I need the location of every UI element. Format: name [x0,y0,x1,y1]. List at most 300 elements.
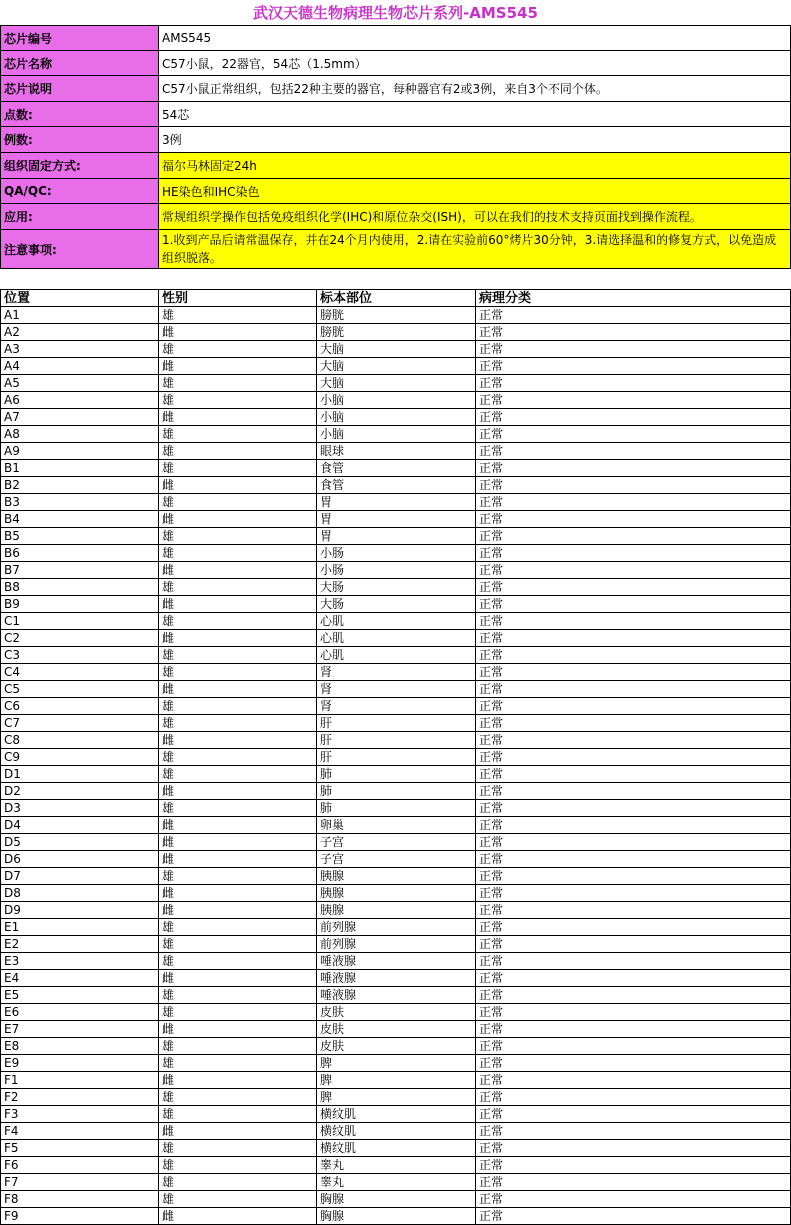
info-label: 组织固定方式: [1,153,159,179]
cell-sex: 雌 [159,783,317,800]
table-row [1,477,791,494]
table-row [1,562,791,579]
cell-specimen-site: 胃 [317,511,476,528]
cell-specimen-site: 胃 [317,494,476,511]
cell-pathology-class: 正常 [476,987,791,1004]
table-row [1,307,791,324]
cell-position: D5 [1,834,159,851]
cell-sex: 雄 [159,307,317,324]
cell-sex: 雄 [159,1174,317,1191]
cell-specimen-site: 胰腺 [317,885,476,902]
table-row [1,443,791,460]
cell-pathology-class: 正常 [476,732,791,749]
header-pathology-class: 病理分类 [476,290,791,307]
cell-pathology-class: 正常 [476,1004,791,1021]
table-row [1,1004,791,1021]
cell-sex: 雌 [159,1021,317,1038]
table-row [1,528,791,545]
cell-specimen-site: 肝 [317,732,476,749]
cell-specimen-site: 睾丸 [317,1174,476,1191]
cell-specimen-site: 肝 [317,715,476,732]
cell-specimen-site: 食管 [317,460,476,477]
cell-pathology-class: 正常 [476,885,791,902]
cell-position: F7 [1,1174,159,1191]
cell-sex: 雌 [159,562,317,579]
cell-pathology-class: 正常 [476,409,791,426]
table-row [1,409,791,426]
table-row [1,1157,791,1174]
cell-pathology-class: 正常 [476,919,791,936]
info-row [1,51,791,76]
cell-sex: 雄 [159,460,317,477]
cell-pathology-class: 正常 [476,936,791,953]
cell-position: F1 [1,1072,159,1089]
cell-position: F9 [1,1208,159,1225]
cell-specimen-site: 大肠 [317,596,476,613]
cell-position: C3 [1,647,159,664]
cell-sex: 雄 [159,1055,317,1072]
cell-specimen-site: 横纹肌 [317,1123,476,1140]
cell-sex: 雌 [159,902,317,919]
table-row [1,987,791,1004]
cell-specimen-site: 胃 [317,528,476,545]
cell-position: B4 [1,511,159,528]
cell-sex: 雌 [159,834,317,851]
info-value: 3例 [159,127,791,153]
cell-pathology-class: 正常 [476,834,791,851]
cell-pathology-class: 正常 [476,1072,791,1089]
cell-pathology-class: 正常 [476,868,791,885]
cell-sex: 雄 [159,1140,317,1157]
cell-position: A7 [1,409,159,426]
cell-pathology-class: 正常 [476,647,791,664]
table-row [1,1055,791,1072]
cell-sex: 雄 [159,664,317,681]
header-specimen-site: 标本部位 [317,290,476,307]
cell-position: B7 [1,562,159,579]
table-row [1,936,791,953]
cell-specimen-site: 食管 [317,477,476,494]
cell-specimen-site: 肺 [317,766,476,783]
cell-sex: 雌 [159,1072,317,1089]
cell-sex: 雌 [159,596,317,613]
cell-position: E3 [1,953,159,970]
cell-position: D2 [1,783,159,800]
info-row [1,153,791,179]
cell-specimen-site: 横纹肌 [317,1140,476,1157]
info-row [1,230,791,269]
table-row [1,630,791,647]
cell-pathology-class: 正常 [476,477,791,494]
cell-position: B2 [1,477,159,494]
cell-position: D1 [1,766,159,783]
cell-sex: 雄 [159,1191,317,1208]
cell-pathology-class: 正常 [476,341,791,358]
cell-sex: 雄 [159,749,317,766]
cell-specimen-site: 大肠 [317,579,476,596]
cell-sex: 雌 [159,358,317,375]
cell-specimen-site: 小肠 [317,545,476,562]
table-row [1,545,791,562]
cell-position: F3 [1,1106,159,1123]
cell-pathology-class: 正常 [476,562,791,579]
cell-specimen-site: 唾液腺 [317,970,476,987]
cell-position: E1 [1,919,159,936]
table-row [1,1021,791,1038]
table-row [1,647,791,664]
cell-sex: 雄 [159,545,317,562]
cell-specimen-site: 胸腺 [317,1191,476,1208]
cell-pathology-class: 正常 [476,613,791,630]
cell-position: C4 [1,664,159,681]
cell-pathology-class: 正常 [476,698,791,715]
table-row [1,460,791,477]
cell-specimen-site: 肺 [317,783,476,800]
table-row [1,1191,791,1208]
table-row [1,324,791,341]
cell-sex: 雄 [159,1089,317,1106]
table-row [1,1106,791,1123]
cell-specimen-site: 大脑 [317,341,476,358]
table-row [1,953,791,970]
cell-position: E4 [1,970,159,987]
cell-position: E8 [1,1038,159,1055]
cell-pathology-class: 正常 [476,494,791,511]
table-row [1,817,791,834]
cell-sex: 雄 [159,919,317,936]
cell-pathology-class: 正常 [476,749,791,766]
table-row [1,664,791,681]
cell-position: E2 [1,936,159,953]
cell-pathology-class: 正常 [476,392,791,409]
cell-specimen-site: 睾丸 [317,1157,476,1174]
info-row [1,204,791,230]
cell-position: F8 [1,1191,159,1208]
cell-sex: 雄 [159,579,317,596]
cell-position: F6 [1,1157,159,1174]
cell-specimen-site: 膀胱 [317,324,476,341]
cell-specimen-site: 脾 [317,1055,476,1072]
cell-position: C8 [1,732,159,749]
table-row [1,902,791,919]
cell-position: B9 [1,596,159,613]
table-row [1,375,791,392]
page-title: 武汉天德生物病理生物芯片系列-AMS545 [253,4,538,22]
cell-pathology-class: 正常 [476,307,791,324]
cell-position: A3 [1,341,159,358]
info-row [1,26,791,51]
cell-position: A9 [1,443,159,460]
chip-info-table [0,25,791,269]
cell-position: E7 [1,1021,159,1038]
info-label: 注意事项: [1,230,159,269]
cell-position: C9 [1,749,159,766]
cell-sex: 雌 [159,409,317,426]
table-row [1,732,791,749]
cell-position: D4 [1,817,159,834]
cell-sex: 雄 [159,1106,317,1123]
cell-pathology-class: 正常 [476,1174,791,1191]
table-row [1,392,791,409]
table-row [1,800,791,817]
info-label: QA/QC: [1,179,159,204]
cell-specimen-site: 小肠 [317,562,476,579]
cell-pathology-class: 正常 [476,545,791,562]
cell-position: E9 [1,1055,159,1072]
table-row [1,698,791,715]
cell-sex: 雄 [159,613,317,630]
cell-position: D6 [1,851,159,868]
cell-specimen-site: 皮肤 [317,1021,476,1038]
table-row [1,783,791,800]
cell-sex: 雄 [159,715,317,732]
cell-sex: 雄 [159,987,317,1004]
cell-position: D3 [1,800,159,817]
table-row [1,1038,791,1055]
cell-pathology-class: 正常 [476,902,791,919]
cell-specimen-site: 肾 [317,698,476,715]
cell-pathology-class: 正常 [476,681,791,698]
table-row [1,358,791,375]
cell-sex: 雄 [159,443,317,460]
cell-sex: 雌 [159,851,317,868]
cell-position: A1 [1,307,159,324]
table-row [1,1072,791,1089]
cell-pathology-class: 正常 [476,715,791,732]
cell-sex: 雌 [159,1123,317,1140]
table-row [1,341,791,358]
table-row [1,1208,791,1225]
cell-specimen-site: 脾 [317,1072,476,1089]
cell-position: F5 [1,1140,159,1157]
cell-pathology-class: 正常 [476,817,791,834]
cell-pathology-class: 正常 [476,358,791,375]
table-row [1,426,791,443]
info-row [1,76,791,102]
table-row [1,1174,791,1191]
cell-specimen-site: 胰腺 [317,868,476,885]
info-label: 芯片名称 [1,51,159,76]
cell-pathology-class: 正常 [476,800,791,817]
cell-position: C7 [1,715,159,732]
info-label: 芯片说明 [1,76,159,102]
cell-position: B1 [1,460,159,477]
cell-pathology-class: 正常 [476,630,791,647]
cell-position: B8 [1,579,159,596]
sample-list-table [0,289,791,1225]
info-value: 常规组织学操作包括免疫组织化学(IHC)和原位杂交(ISH)，可以在我们的技术支持页面找到操作流程。 [159,204,791,230]
cell-position: B5 [1,528,159,545]
table-row [1,715,791,732]
cell-sex: 雌 [159,970,317,987]
cell-specimen-site: 肝 [317,749,476,766]
table-row [1,766,791,783]
cell-specimen-site: 小脑 [317,409,476,426]
cell-specimen-site: 胰腺 [317,902,476,919]
table-row [1,511,791,528]
info-value: HE染色和IHC染色 [159,179,791,204]
cell-sex: 雌 [159,511,317,528]
info-label: 芯片编号 [1,26,159,51]
table-row [1,494,791,511]
cell-sex: 雌 [159,630,317,647]
info-row [1,102,791,127]
cell-position: A6 [1,392,159,409]
cell-sex: 雌 [159,817,317,834]
cell-position: D7 [1,868,159,885]
table-row [1,885,791,902]
cell-sex: 雄 [159,426,317,443]
cell-pathology-class: 正常 [476,1038,791,1055]
cell-pathology-class: 正常 [476,664,791,681]
cell-specimen-site: 皮肤 [317,1038,476,1055]
info-label: 例数: [1,127,159,153]
info-label: 应用: [1,204,159,230]
cell-position: C1 [1,613,159,630]
info-row [1,127,791,153]
cell-specimen-site: 小脑 [317,426,476,443]
cell-pathology-class: 正常 [476,1123,791,1140]
cell-pathology-class: 正常 [476,970,791,987]
cell-pathology-class: 正常 [476,324,791,341]
cell-specimen-site: 皮肤 [317,1004,476,1021]
cell-sex: 雄 [159,647,317,664]
cell-specimen-site: 唾液腺 [317,953,476,970]
cell-specimen-site: 肾 [317,681,476,698]
cell-pathology-class: 正常 [476,1021,791,1038]
cell-sex: 雄 [159,698,317,715]
cell-position: A8 [1,426,159,443]
cell-position: D8 [1,885,159,902]
cell-sex: 雄 [159,766,317,783]
cell-position: A2 [1,324,159,341]
cell-position: B3 [1,494,159,511]
cell-pathology-class: 正常 [476,766,791,783]
cell-pathology-class: 正常 [476,426,791,443]
cell-specimen-site: 膀胱 [317,307,476,324]
cell-position: C5 [1,681,159,698]
cell-specimen-site: 子宫 [317,834,476,851]
table-row [1,749,791,766]
table-row [1,579,791,596]
cell-position: C6 [1,698,159,715]
table-row [1,1089,791,1106]
cell-position: F2 [1,1089,159,1106]
cell-sex: 雄 [159,341,317,358]
cell-sex: 雌 [159,885,317,902]
cell-specimen-site: 心肌 [317,630,476,647]
cell-sex: 雄 [159,1038,317,1055]
cell-sex: 雄 [159,494,317,511]
cell-specimen-site: 横纹肌 [317,1106,476,1123]
cell-pathology-class: 正常 [476,953,791,970]
cell-pathology-class: 正常 [476,783,791,800]
table-row [1,1140,791,1157]
cell-specimen-site: 大脑 [317,358,476,375]
cell-sex: 雄 [159,953,317,970]
cell-sex: 雌 [159,1208,317,1225]
info-label: 点数: [1,102,159,127]
cell-position: D9 [1,902,159,919]
cell-sex: 雄 [159,1157,317,1174]
cell-pathology-class: 正常 [476,1208,791,1225]
cell-specimen-site: 小脑 [317,392,476,409]
cell-specimen-site: 前列腺 [317,936,476,953]
cell-sex: 雄 [159,392,317,409]
cell-position: B6 [1,545,159,562]
cell-specimen-site: 胸腺 [317,1208,476,1225]
cell-pathology-class: 正常 [476,1140,791,1157]
table-row [1,681,791,698]
cell-position: A4 [1,358,159,375]
table-row [1,613,791,630]
table-row [1,970,791,987]
cell-pathology-class: 正常 [476,1106,791,1123]
table-row [1,834,791,851]
cell-sex: 雌 [159,681,317,698]
cell-pathology-class: 正常 [476,443,791,460]
cell-sex: 雄 [159,936,317,953]
cell-pathology-class: 正常 [476,511,791,528]
cell-position: C2 [1,630,159,647]
cell-position: E6 [1,1004,159,1021]
cell-position: F4 [1,1123,159,1140]
table-row [1,596,791,613]
header-sex: 性别 [159,290,317,307]
cell-sex: 雄 [159,1004,317,1021]
header-position: 位置 [1,290,159,307]
cell-position: A5 [1,375,159,392]
info-value: C57小鼠正常组织，包括22种主要的器官，每种器官有2或3例，来自3个不同个体。 [159,76,791,102]
cell-sex: 雄 [159,800,317,817]
table-row [1,851,791,868]
cell-sex: 雌 [159,324,317,341]
cell-specimen-site: 唾液腺 [317,987,476,1004]
table-row [1,919,791,936]
cell-specimen-site: 心肌 [317,647,476,664]
cell-pathology-class: 正常 [476,528,791,545]
cell-pathology-class: 正常 [476,596,791,613]
info-value: AMS545 [159,26,791,51]
info-value: C57小鼠，22器官，54芯（1.5mm） [159,51,791,76]
info-value: 福尔马林固定24h [159,153,791,179]
cell-pathology-class: 正常 [476,460,791,477]
cell-sex: 雄 [159,375,317,392]
cell-pathology-class: 正常 [476,1089,791,1106]
cell-specimen-site: 脾 [317,1089,476,1106]
cell-specimen-site: 卵巢 [317,817,476,834]
cell-specimen-site: 眼球 [317,443,476,460]
cell-specimen-site: 大脑 [317,375,476,392]
table-row [1,1123,791,1140]
cell-sex: 雌 [159,732,317,749]
cell-pathology-class: 正常 [476,375,791,392]
cell-sex: 雄 [159,528,317,545]
cell-specimen-site: 前列腺 [317,919,476,936]
info-row [1,179,791,204]
table-row [1,868,791,885]
cell-specimen-site: 肺 [317,800,476,817]
table-header-row [1,290,791,307]
cell-specimen-site: 子宫 [317,851,476,868]
cell-pathology-class: 正常 [476,1191,791,1208]
cell-pathology-class: 正常 [476,1055,791,1072]
cell-pathology-class: 正常 [476,1157,791,1174]
cell-pathology-class: 正常 [476,851,791,868]
cell-specimen-site: 肾 [317,664,476,681]
cell-specimen-site: 心肌 [317,613,476,630]
cell-pathology-class: 正常 [476,579,791,596]
